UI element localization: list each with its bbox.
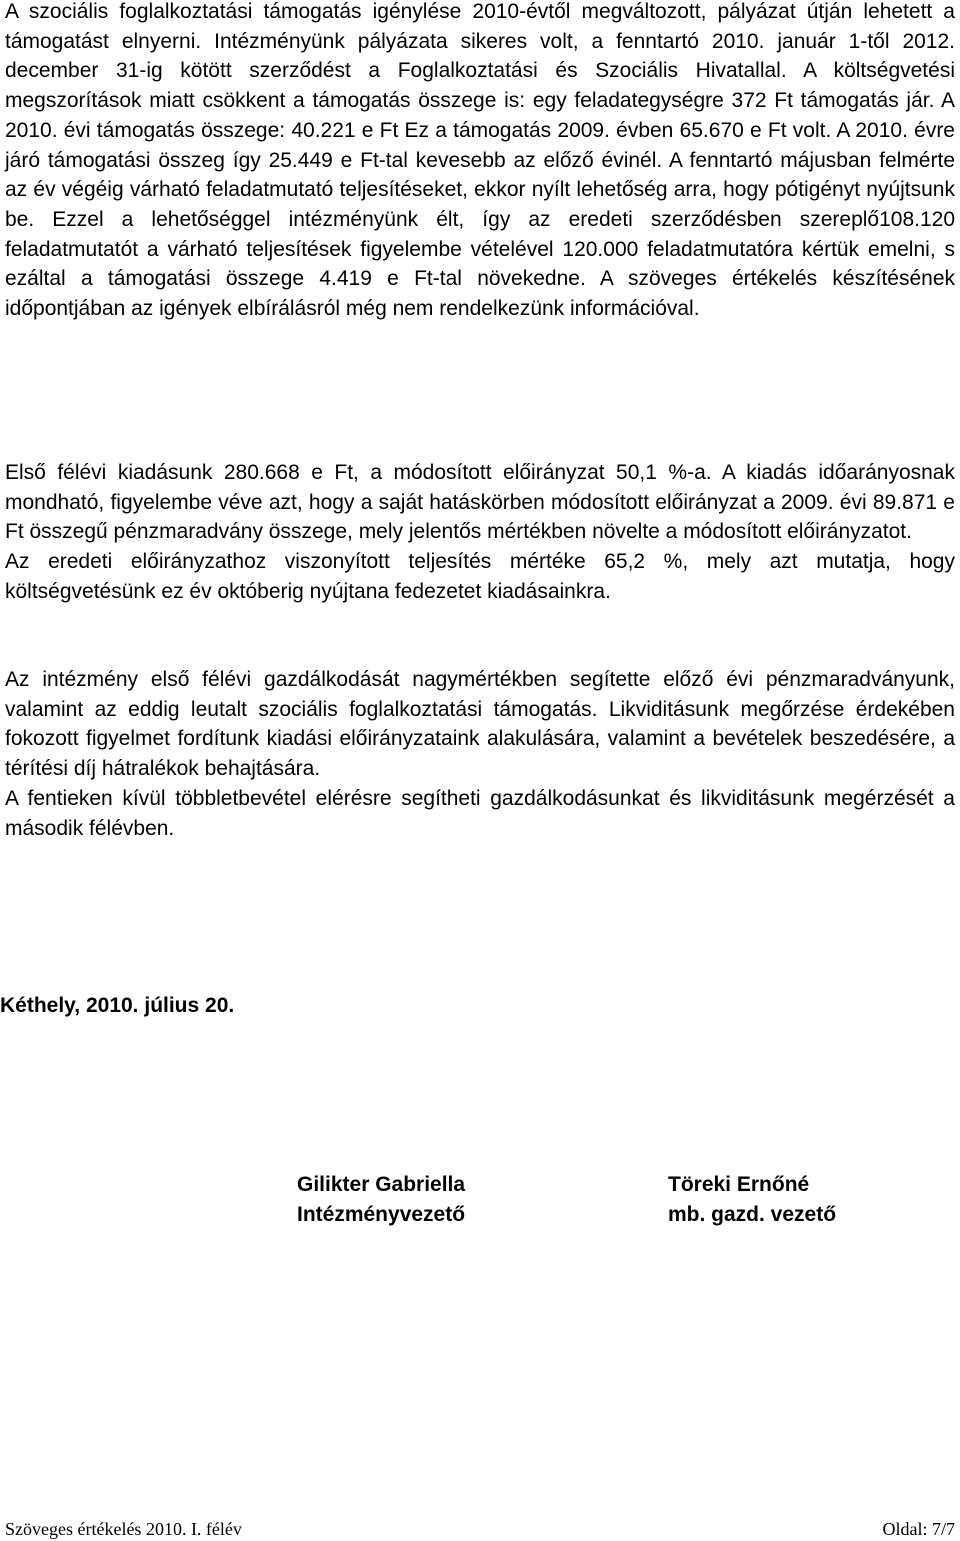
paragraph-management: Az intézmény első félévi gazdálkodását nagymértékben segítette előző évi pénzmaradványunk, valamint az eddig leutalt szociális foglalkoztatási támogatás. Likviditásunk megőrzése érdekében fokozott figyelmet fordítunk kiadási előirányzataink alakulására, valamint a bevételek beszedésére, a térítési díj hátralékok behajtására. [5,668,955,781]
signature-right-name: Töreki Ernőné [668,1173,810,1196]
signature-right [668,1170,836,1230]
paragraph-block-2 [5,458,955,607]
signature-left-name: Gilikter Gabriella [297,1173,466,1196]
paragraph-block-1 [5,0,955,324]
signature-left-title: Intézményvezető [297,1203,466,1226]
paragraph-expenses: Első félévi kiadásunk 280.668 e Ft, a módosított előirányzat 50,1 %-a. A kiadás időarányosnak mondható, figyelembe véve azt, hogy a saját hatáskörben módosított előirányzat a 2009. évi 89.871 e Ft összegű pénzmaradvány összege, mely jelentős mértékben növelte a módosított előirányzatot. [5,461,955,544]
paragraph-social-employment: A szociális foglalkoztatási támogatás igénylése 2010-évtől megváltozott, pályázat útján lehetett a támogatást elnyerni. Intézményünk pályázata sikeres volt, a fenntartó 2010. január 1-től 2012. december 31-ig kötött szerződést a Foglalkoztatási és Szociális Hivatallal. A költségvetési megszorítások miatt csökkent a támogatás összege is: egy feladategységre 372 Ft támogatás jár. A 2010. évi támogatás összege: 40.221 e Ft Ez a támogatás 2009. évben 65.670 e Ft volt. A 2010. évre járó támogatási összeg így 25.449 e Ft-tal kevesebb az előző évinél. A fenntartó májusban felmérte az év végéig várható feladatmutató teljesítéseket, ekkor nyílt lehetőség arra, hogy pótigényt nyújtsunk be. Ezzel a lehetőséggel intézményünk élt, így az eredeti szerződésben szereplő108.120 feladatmutatót a várható teljesítések figyelembe vételével 120.000 feladatmutatóra kértük emelni, s ezáltal a támogatási összege 4.419 e Ft-tal növekedne. A szöveges értékelés készítésének időpontjában az igények elbírálásról még nem rendelkezünk információval. [5,0,955,321]
footer-document-title: Szöveges értékelés 2010. I. félév [5,1519,242,1539]
footer-page-number: Oldal: 7/7 [882,1519,955,1539]
signature-left [297,1170,465,1230]
signature-right-title: mb. gazd. vezető [668,1203,837,1226]
place-date: Kéthely, 2010. július 20. [0,994,235,1017]
paragraph-block-3 [5,665,955,843]
paragraph-fulfillment: Az eredeti előirányzathoz viszonyított teljesítés mértéke 65,2 %, mely azt mutatja, hogy költségvetésünk ez év októberig nyújtana fedezetet kiadásainkra. [5,550,955,603]
paragraph-extra-income: A fentieken kívül többletbevétel elérésre segítheti gazdálkodásunkat és likviditásunk megérzését a második félévben. [5,786,955,840]
